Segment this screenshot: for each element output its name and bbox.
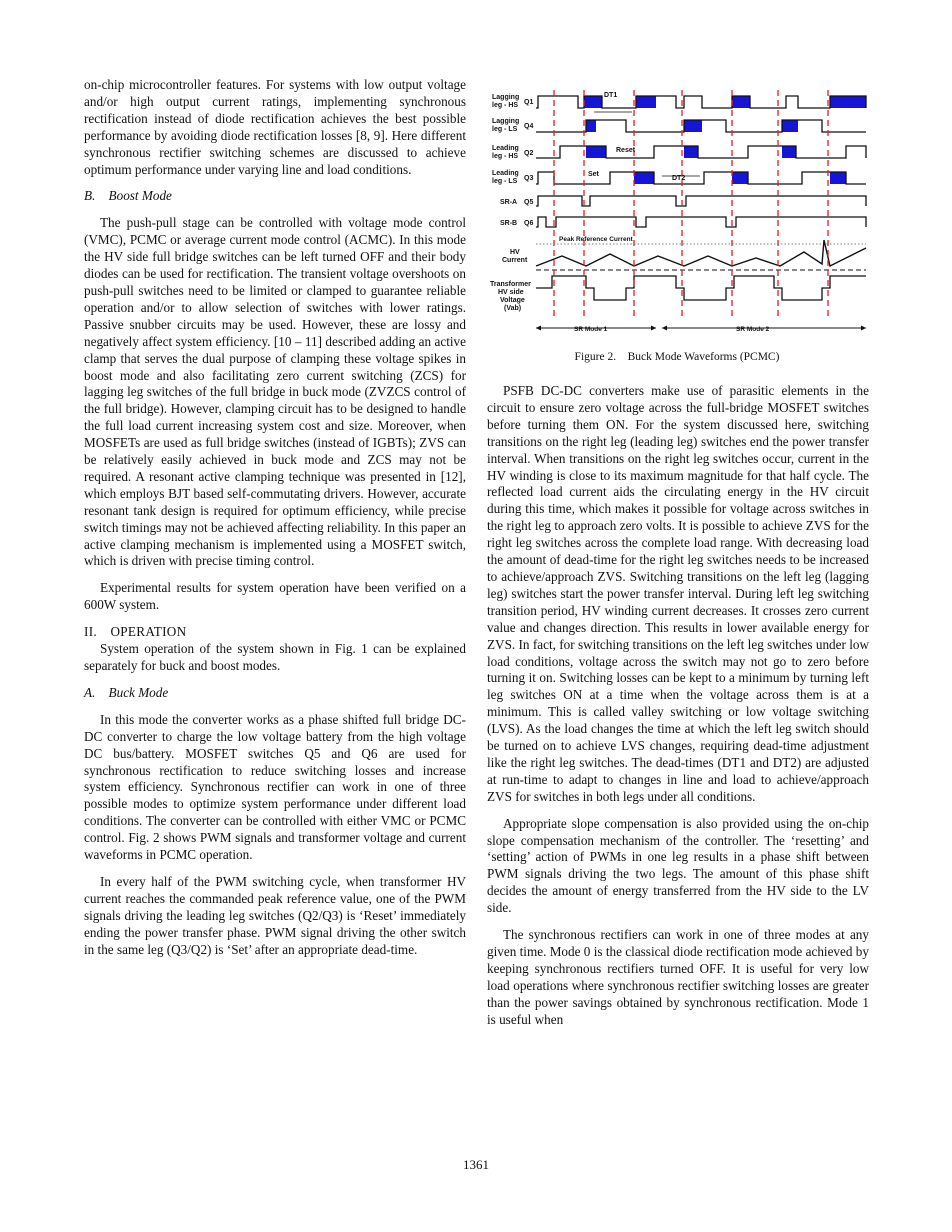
subsection-buck-mode: A. Buck Mode	[84, 684, 169, 700]
section-operation: II. OPERATION	[84, 624, 187, 640]
q5-trace	[536, 196, 866, 206]
row-label-q2-l1: Leading	[492, 145, 519, 152]
row-label-q1-l2: leg - HS	[492, 102, 519, 109]
row-label-q5-sw: Q5	[524, 199, 534, 206]
annotation-set: Set	[588, 171, 599, 178]
q2-blue-pulse-1	[684, 146, 698, 158]
figure-caption: Figure 2. Buck Mode Waveforms (PCMC)	[574, 351, 780, 363]
paragraph-boost: The push-pull stage can be controlled with voltage mode control (VMC), PCMC or average current mode control (ACMC). In this mode the HV side full bridge switches can be left turned OFF and their body diodes can be used for rectification. The transient voltage overshoots on push-pull switches need to be limited or clamped to guarantee reliable operation and/or to allow selection of switches with lower ratings. Passive snubber circuits may be used. However, these are lossy and negatively affect system efficiency. [10 – 11] described adding an active clamp that serves the dual purpose of clamping these voltage spikes in boost mode and also facilitating zero current switching (ZCS) for lagging leg switches of the full bridge in buck mode (ZVZCS control of the full bridge). However, clamping circuit has to be designed to handle the full load current increasing system cost and size. Moreover, when MOSFETs are used as full bridge switches (instead of IGBTs); ZVS can be relatively easily achieved in buck mode and ZCS may not be required. A resonant active clamping technique was presented in [12], which employs BJT based self-commutating drivers. However, accurate resonant tank design is required for optimum efficiency, while precise switch timings may not be achieved affecting reliability. In this paper an active clamping mechanism is implemented using a MOSFET switch, which is driven with precise timing control.	[84, 215, 466, 569]
row-label-q6-l1: SR-B	[500, 220, 518, 227]
row-label-q2-l2: leg - HS	[492, 153, 519, 160]
annotation-sr-mode2: SR Mode 2	[736, 326, 770, 333]
paragraph-experimental: Experimental results for system operation have been verified on a 600W system.	[84, 580, 466, 613]
paragraph-half-cycle: In every half of the PWM switching cycle, when transformer HV current reaches the commanded peak reference value, one of the PWM signals driving the leading leg switches (Q2/Q3) is ‘Reset’ immediately ending the power transfer phase. PWM signal driving the other switch in the same leg (Q3/Q2) is ‘Set’ after an appropriate dead-time.	[84, 873, 466, 957]
row-label-q4-l1: Lagging	[492, 118, 520, 125]
paragraph-sr-modes: The synchronous rectifiers can work in one of three modes at any given time. Mode 0 is the classical diode rectification mode achieved by keeping synchronous rectifiers turned OFF. It is useful for very low load operations where synchronous rectifier switching losses are greater than the power savings obtained by synchronous rectification. Mode 1 is useful when	[487, 927, 869, 1027]
annotation-sr-mode1: SR Mode 1	[574, 326, 608, 333]
tv-label-1: Transformer	[490, 281, 531, 288]
q3-trace	[536, 172, 866, 184]
hv-current-label-1: HV	[510, 249, 520, 256]
right-column	[487, 383, 869, 1029]
left-column	[84, 77, 466, 959]
annotation-dt1: DT1	[604, 92, 618, 99]
annotation-dt2: DT2	[672, 175, 686, 182]
q2-trace	[536, 146, 866, 158]
transformer-voltage-trace	[536, 276, 866, 300]
q2-blue-pulse-0	[586, 146, 606, 158]
q4-blue-pulse-1	[684, 120, 702, 132]
paragraph-buck: In this mode the converter works as a phase shifted full bridge DC-DC converter to charge the low voltage battery from the high voltage DC bus/battery. MOSFET switches Q5 and Q6 are used for synchronous rectification to reduce switching losses and increase system efficiency. Synchronous rectifier can work in one of three possible modes to optimize system performance under different load conditions. The converter can be controlled with either VMC or PCMC control. Fig. 2 shows PWM signals and transformer voltage and current waveforms in PCMC operation.	[84, 711, 466, 863]
q3-blue-pulse-0	[634, 172, 654, 184]
sr-mode2-arrow-right	[861, 326, 866, 331]
row-label-q6-sw: Q6	[524, 220, 534, 227]
row-label-q5-l1: SR-A	[500, 199, 518, 206]
paragraph-operation: System operation of the system shown in Fig. 1 can be explained separately for buck and boost modes.	[84, 641, 466, 673]
paragraph-intro: on-chip microcontroller features. For systems with low output voltage and/or high output current ratings, implementing synchronous rectification instead of diode rectification achieves the best possible performance by avoiding diode rectification losses [8, 9]. Here different synchronous rectifier switching schemes are discussed to achieve optimum performance under varying line and load conditions.	[84, 77, 466, 177]
row-label-q3-l1: Leading	[492, 170, 519, 177]
sr-mode1-arrow-right	[651, 326, 656, 331]
q1-blue-pulse-1	[636, 96, 656, 108]
row-label-q4-l2: leg - LS	[492, 126, 518, 133]
row-label-q3-l2: leg - LS	[492, 178, 518, 185]
waveform-figure	[486, 88, 868, 338]
q3-blue-pulse-1	[732, 172, 748, 184]
tv-label-3: Voltage	[500, 297, 525, 304]
row-label-q1-l1: Lagging	[492, 94, 520, 101]
q1-blue-pulse-2	[732, 96, 750, 108]
subsection-boost-mode: B. Boost Mode	[84, 188, 172, 204]
q1-blue-pulse-3	[830, 96, 866, 108]
hv-current-label-2: Current	[502, 257, 528, 264]
row-label-q4-sw: Q4	[524, 123, 534, 130]
q2-blue-pulse-2	[782, 146, 796, 158]
q1-blue-pulse-0	[584, 96, 602, 108]
sr-mode2-arrow-left	[662, 326, 667, 331]
paragraph-psfb: PSFB DC-DC converters make use of parasitic elements in the circuit to ensure zero voltage across the full-bridge MOSFET switches before turning them ON. For the system discussed here, switching transitions on the right leg (leading leg) switches end the power transfer interval. When transitions on the right leg switches occur, current in the HV winding is close to its maximum magnitude for that half cycle. The reflected load current aids the circulating energy in the HV circuit during this time, which makes it possible for voltage across switches in the right leg to approach zero volts. It is possible to achieve ZVS for the right leg switches across the complete load range. With decreasing load the amount of dead-time for the right leg switches needs to be increased to achieve/approach ZVS. Switching transitions on the left leg (lagging leg) switches start the power transfer interval. During left leg switching transition period, HV winding current decreases. It crosses zero current value and changes direction. This results in lower available energy for ZVS. In fact, for switching transitions on the left leg switches under low load conditions, voltage across the switch may not go to zero before turning it on. Switching losses can be kept to a minimum by turning left leg switches ON at a time when the voltage across them is at a minimum. This is called valley switching or low voltage switching (LVS). As the load changes the time at which the left leg switch should be turned on to achieve LVS changes, requiring dead-time adjustment like the right leg switches. The dead-times (DT1 and DT2) are adjusted at run-time to adapt to changes in line and load to achieve/approach ZVS for switches in both legs under all conditions.	[487, 383, 869, 804]
waveform-traces	[536, 90, 866, 331]
paragraph-slope: Appropriate slope compensation is also provided using the on-chip slope compensation mechanism of the controller. The ‘resetting’ and ‘setting’ action of PWMs in one leg results in a phase shift between PWM signals driving the two legs. The amount of this phase shift decides the amount of energy transferred from the HV side to the LV side.	[487, 815, 869, 916]
page-number: 1361	[463, 1157, 489, 1172]
q3-blue-pulse-2	[830, 172, 846, 184]
annotation-reset: Reset	[616, 147, 636, 154]
row-label-q3-sw: Q3	[524, 175, 534, 182]
row-label-q1-sw: Q1	[524, 99, 534, 106]
q4-blue-pulse-2	[782, 120, 798, 132]
q4-blue-pulse-0	[586, 120, 596, 132]
annotation-peak-ref: Peak Reference Current	[559, 236, 633, 243]
q6-trace	[536, 217, 866, 227]
tv-label-2: HV side	[498, 289, 524, 296]
row-label-q2-sw: Q2	[524, 150, 534, 157]
tv-label-4: (Vab)	[504, 305, 522, 312]
sr-mode1-arrow-left	[536, 326, 541, 331]
